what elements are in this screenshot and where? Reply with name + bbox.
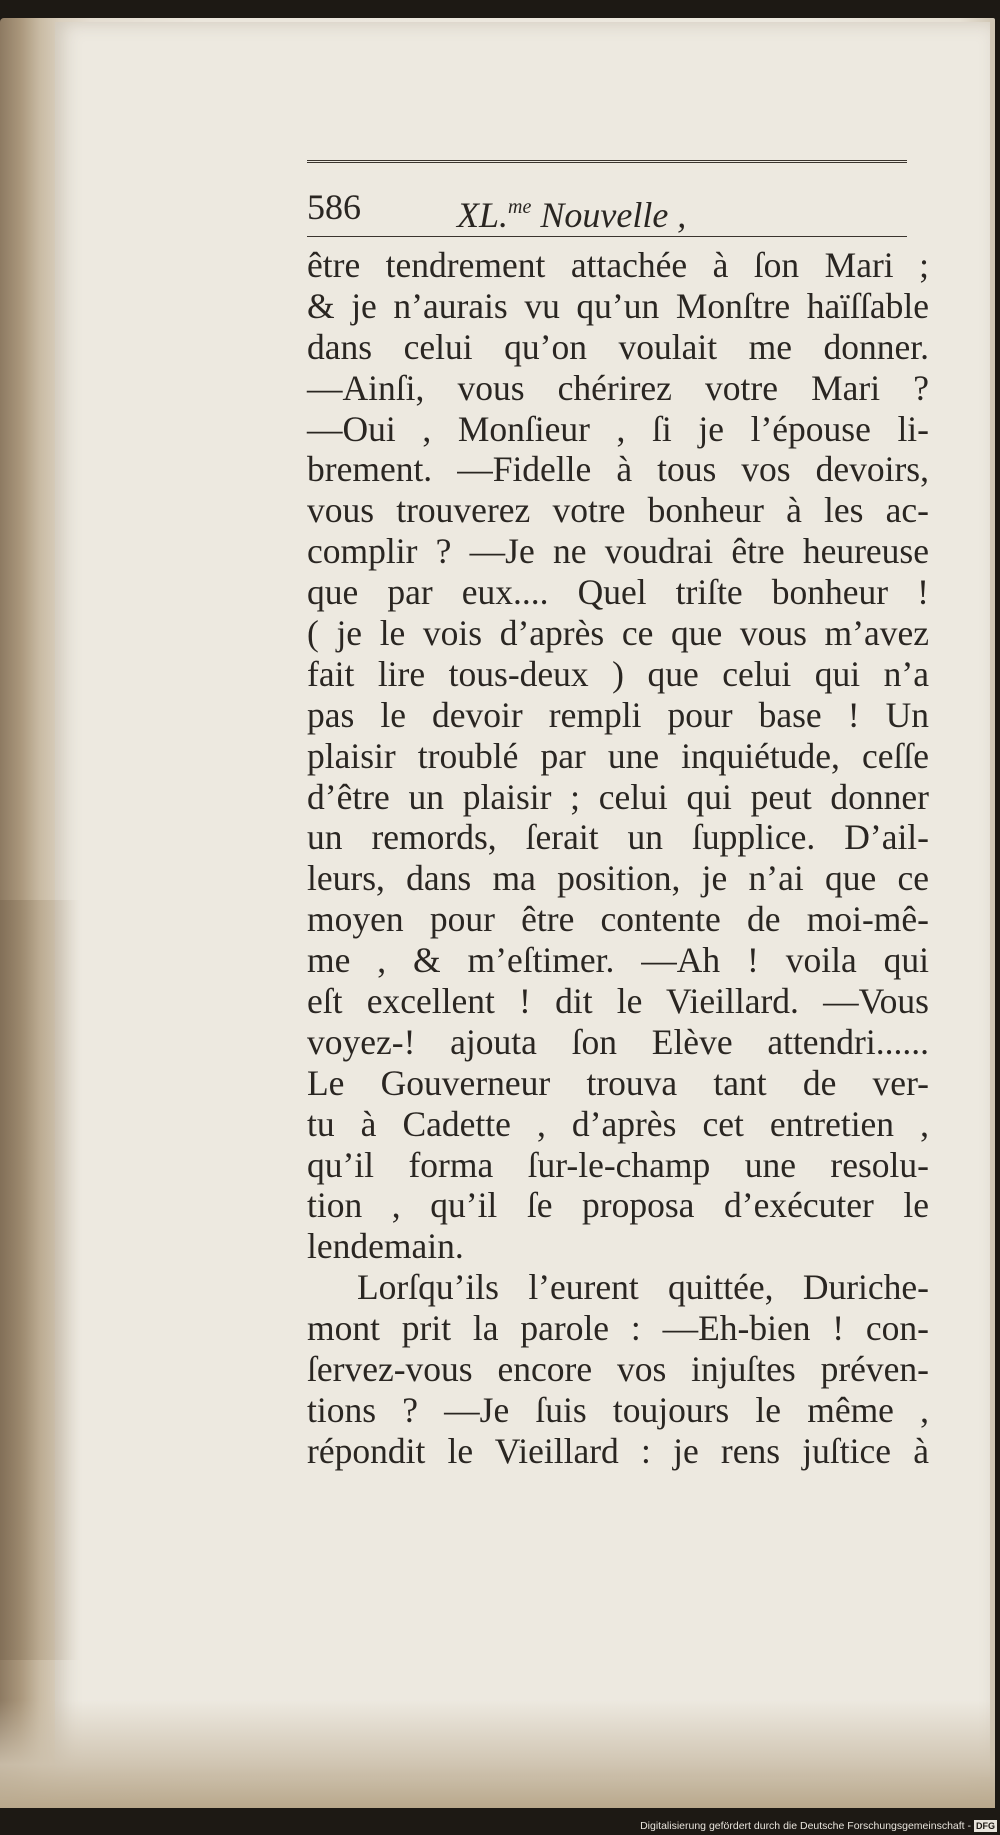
text-line: d’être un plaisir ; celui qui peut donner	[307, 776, 929, 817]
running-head	[307, 182, 907, 235]
text-line: —Oui , Monſieur , ſi je l’épouse li-	[307, 408, 929, 449]
dfg-logo: DFG	[976, 1821, 995, 1831]
body-text	[307, 245, 929, 1472]
digitization-credit	[605, 1818, 997, 1835]
text-line: moyen pour être contente de moi-mê-	[307, 899, 929, 940]
page-number: 586	[307, 187, 361, 227]
credit-text: Digitalisierung gefördert durch die Deutsche Forschungsgemeinschaft -	[640, 1820, 971, 1832]
text-line: pas le devoir rempli pour base ! Un	[307, 694, 929, 735]
text-line: & je n’aurais vu qu’un Monſtre haïſſable	[307, 285, 929, 326]
text-line: tions ? —Je ſuis toujours le même ,	[307, 1389, 929, 1430]
running-title	[457, 182, 686, 240]
text-line: répondit le Vieillard : je rens juſtice à	[307, 1430, 929, 1471]
header-rule	[307, 160, 907, 163]
running-head-rule	[307, 236, 907, 237]
text-line: Lorſqu’ils l’eurent quittée, Duriche-	[357, 1267, 929, 1308]
text-line: tion , qu’il ſe proposa d’exécuter le	[307, 1185, 929, 1226]
text-line: être tendrement attachée à ſon Mari ;	[307, 245, 929, 285]
text-line: voyez-! ajouta ſon Elève attendri......	[307, 1021, 929, 1062]
text-line: que par eux.... Quel triſte bonheur !	[307, 572, 929, 613]
text-line: dans celui qu’on voulait me donner.	[307, 326, 929, 367]
text-line: plaisir troublé par une inquiétude, ceſſe	[307, 735, 929, 776]
text-line: ( je le vois d’après ce que vous m’avez	[307, 613, 929, 654]
text-line: tu à Cadette , d’après cet entretien ,	[307, 1103, 929, 1144]
text-line: me , & m’eſtimer. —Ah ! voila qui	[307, 940, 929, 981]
text-line: mont prit la parole : —Eh-bien ! con-	[307, 1308, 929, 1349]
text-line: brement. —Fidelle à tous vos devoirs,	[307, 449, 929, 490]
text-line: lendemain.	[307, 1226, 464, 1267]
text-line: fait lire tous-deux ) que celui qui n’a	[307, 653, 929, 694]
text-line: eſt excellent ! dit le Vieillard. —Vous	[307, 981, 929, 1022]
text-line: complir ? —Je ne voudrai être heureuse	[307, 531, 929, 572]
running-title-main: XL.	[457, 195, 509, 235]
text-line: —Ainſi, vous chérirez votre Mari ?	[307, 367, 929, 408]
text-line: ſervez-vous encore vos injuſtes préven-	[307, 1349, 929, 1390]
running-title-sup: me	[508, 196, 532, 218]
running-title-rest: Nouvelle ,	[531, 195, 687, 235]
text-line: Le Gouverneur trouva tant de ver-	[307, 1062, 929, 1103]
text-line: un remords, ſerait un ſupplice. D’ail-	[307, 817, 929, 858]
text-line: vous trouverez votre bonheur à les ac-	[307, 490, 929, 531]
page-stain	[0, 900, 80, 1660]
text-line: qu’il forma ſur-le-champ une resolu-	[307, 1144, 929, 1185]
page-stain	[0, 1700, 995, 1808]
text-line: leurs, dans ma position, je n’ai que ce	[307, 858, 929, 899]
